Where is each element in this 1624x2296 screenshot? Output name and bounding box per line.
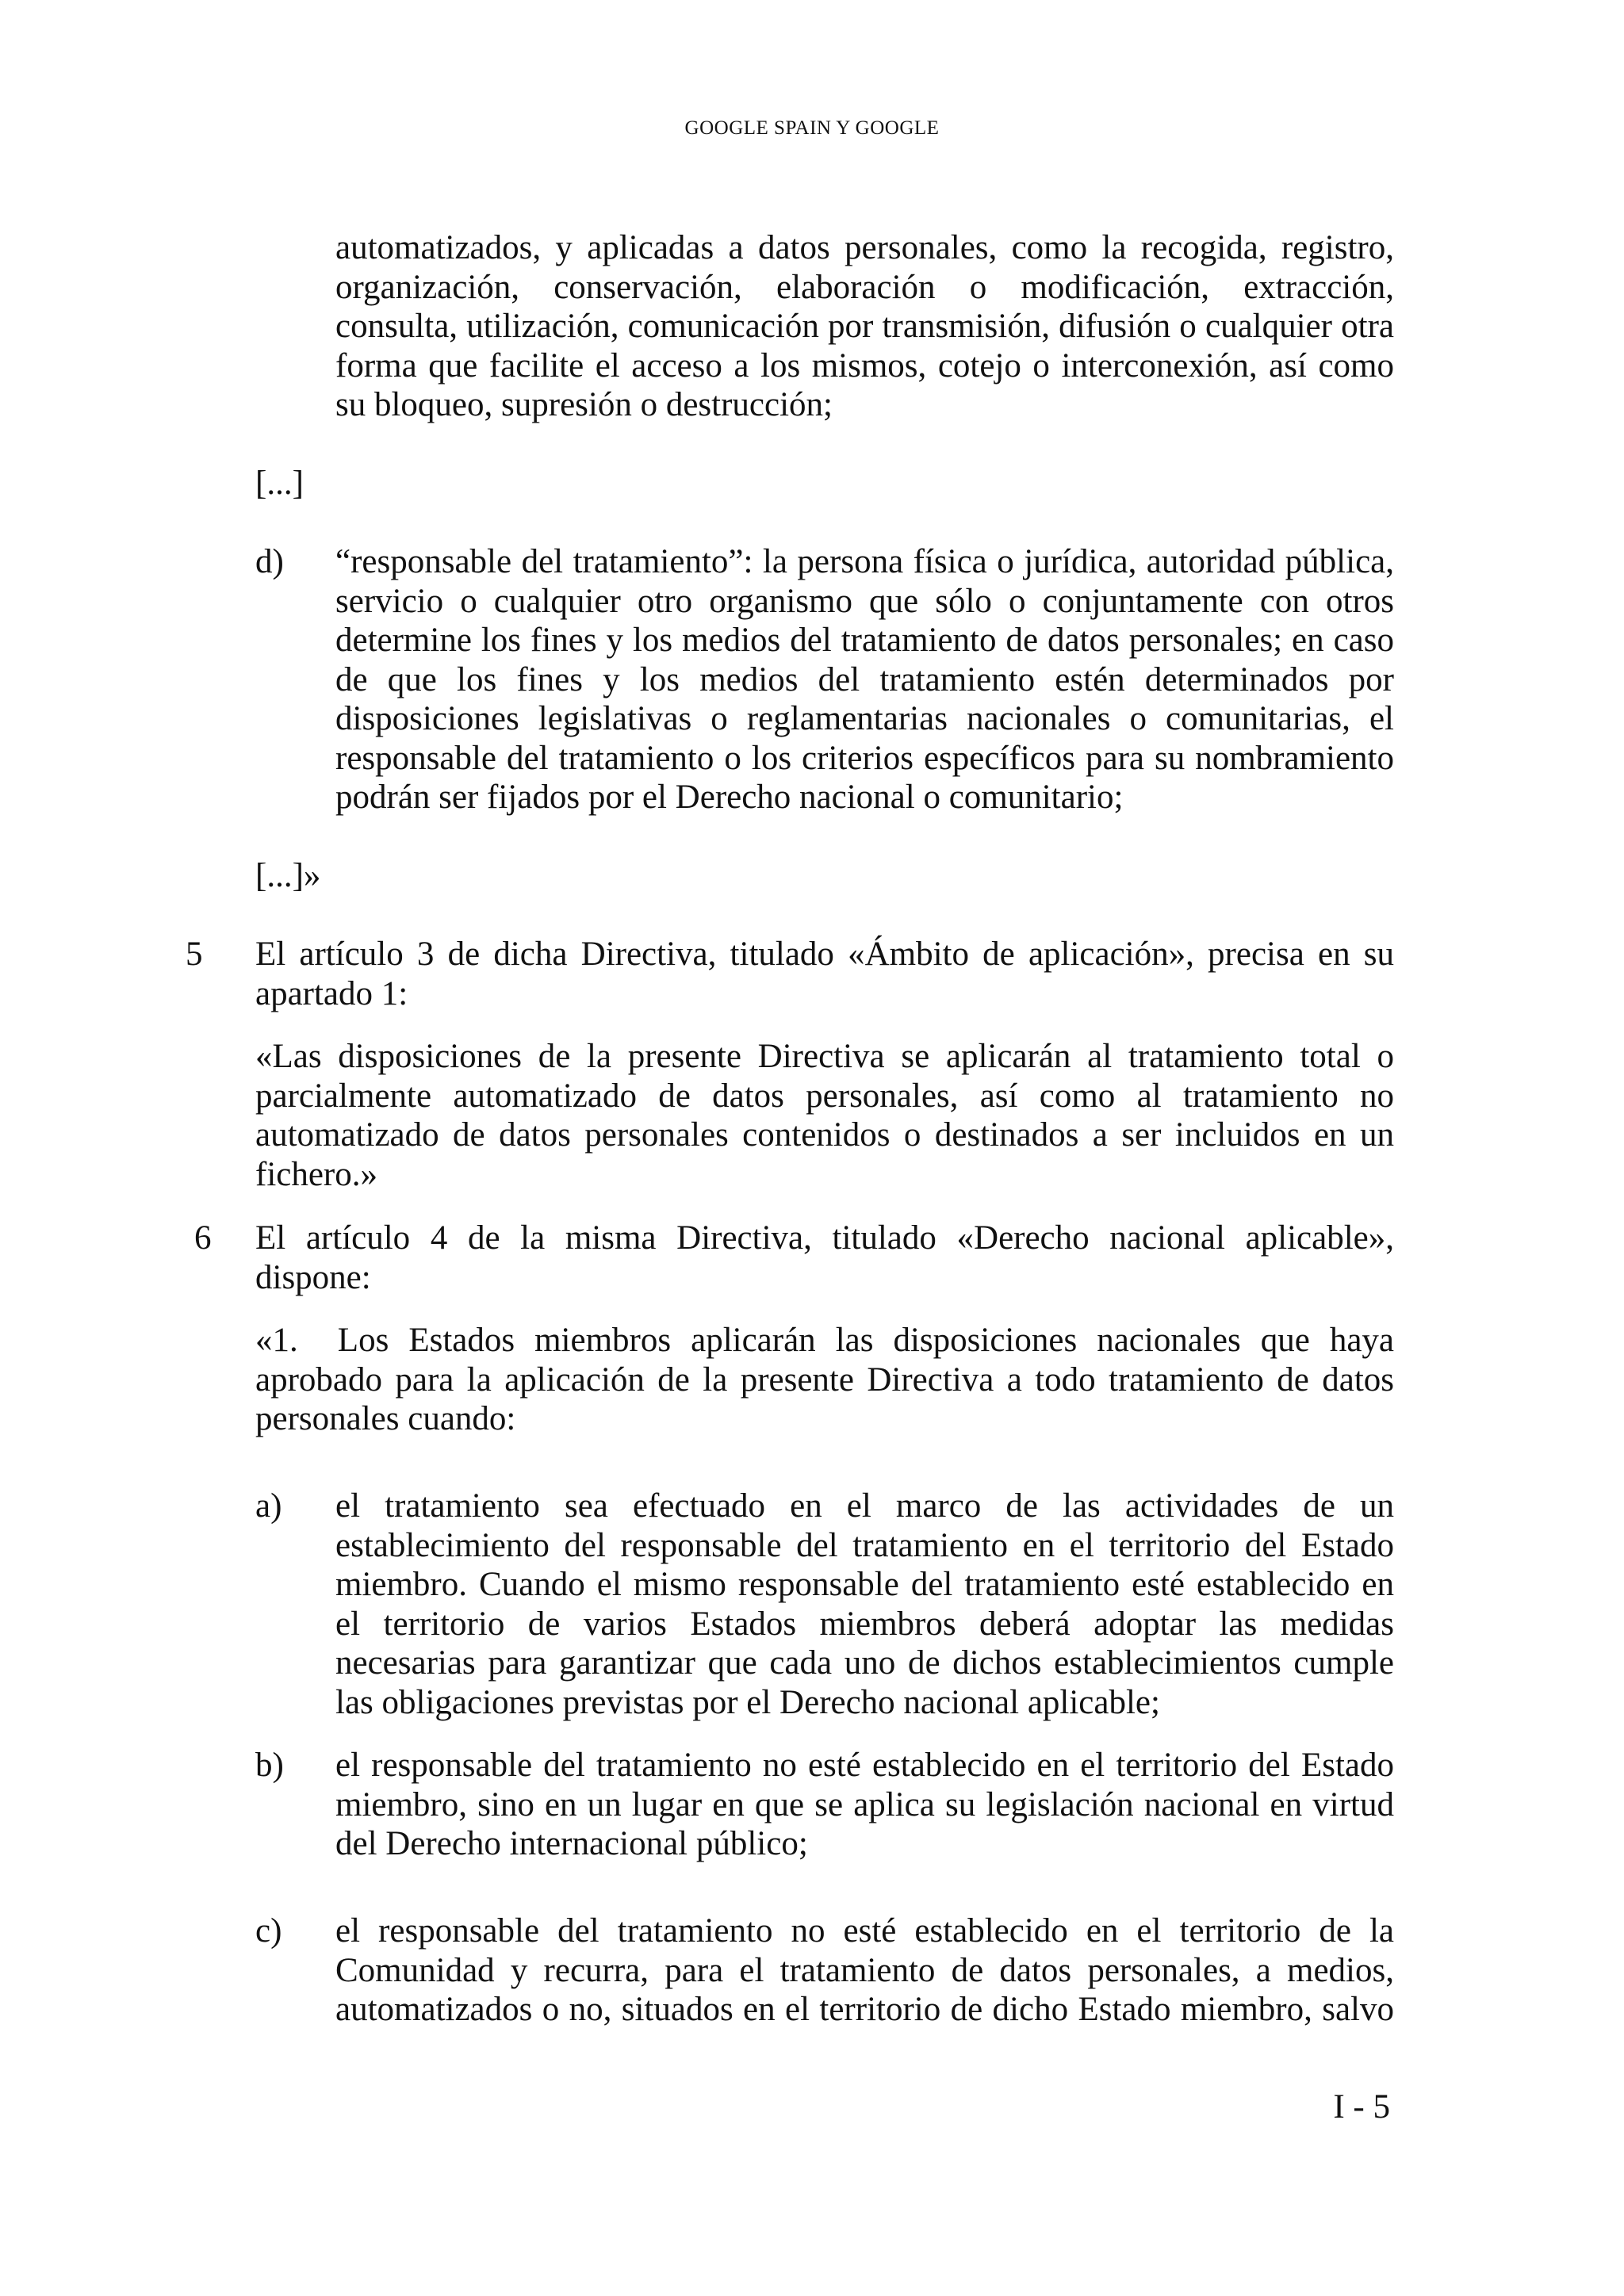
paragraph-5-quote: «Las disposiciones de la presente Directiva se aplicarán al tratamiento total o parcialmente automatizado de datos personales, así como al tratamiento no automatizado de datos personales contenidos o destinados a ser incluidos en un fichero.» [255,1038,1394,1193]
paragraph-6-text: El artículo 4 de la misma Directiva, titulado «Derecho nacional aplicable», dispone: [255,1219,1394,1296]
item-label-b: b) [255,1747,284,1784]
item-label-a: a) [255,1487,282,1525]
item-label-c: c) [255,1912,282,1950]
ellipsis-marker: [...] [255,465,304,502]
item-text-c: el responsable del tratamiento no esté establecido en el territorio de la Comunidad y recurra, para el tratamiento de datos personales, a medios, automatizados o no, situados en el territorio de dicho Estado miembro, salvo [335,1912,1394,2028]
page-number: I - 5 [1333,2088,1390,2126]
paragraph-number-6: 6 [194,1219,212,1257]
item-text-a: el tratamiento sea efectuado en el marco de las actividades de un establecimiento del responsable del tratamiento en el territorio del Estado miembro. Cuando el mismo responsable del tratamiento esté establecido en el territorio de varios Estados miembros deberá adoptar las medidas necesarias para garantizar que cada uno de dichos establecimientos cumple las obligaciones previstas por el Derecho nacional aplicable; [335,1487,1394,1721]
paragraph-number-5: 5 [186,936,203,973]
item-label-d: d) [255,543,284,580]
running-title: GOOGLE SPAIN Y GOOGLE [684,117,940,139]
ellipsis-marker-closing: [...]» [255,857,321,894]
continuation-paragraph: automatizados, y aplicadas a datos personales, como la recogida, registro, organización, conservación, elaboración o modificación, extracción, consulta, utilización, comunicación por transmisión, difusión o cualquier otra forma que facilite el acceso a los mismos, cotejo o interconexión, así como su bloqueo, supresión o destrucción; [335,229,1394,423]
paragraph-5-text: El artículo 3 de dicha Directiva, titulado «Ámbito de aplicación», precisa en su apartado 1: [255,936,1394,1012]
paragraph-6-quote: «1. Los Estados miembros aplicarán las disposiciones nacionales que haya aprobado para la aplicación de la presente Directiva a todo tratamiento de datos personales cuando: [255,1322,1403,1437]
item-text-d: “responsable del tratamiento”: la persona física o jurídica, autoridad pública, servicio o cualquier otro organismo que sólo o conjuntamente con otros determine los fines y los medios del tratamiento de datos personales; en caso de que los fines y los medios del tratamiento estén determinados por disposiciones legislativas o reglamentarias nacionales o comunitarias, el responsable del tratamiento o los criterios específicos para su nombramiento podrán ser fijados por el Derecho nacional o comunitario; [335,543,1394,816]
item-text-b: el responsable del tratamiento no esté establecido en el territorio del Estado miembro, sino en un lugar en que se aplica su legislación nacional en virtud del Derecho internacional público; [335,1747,1394,1862]
